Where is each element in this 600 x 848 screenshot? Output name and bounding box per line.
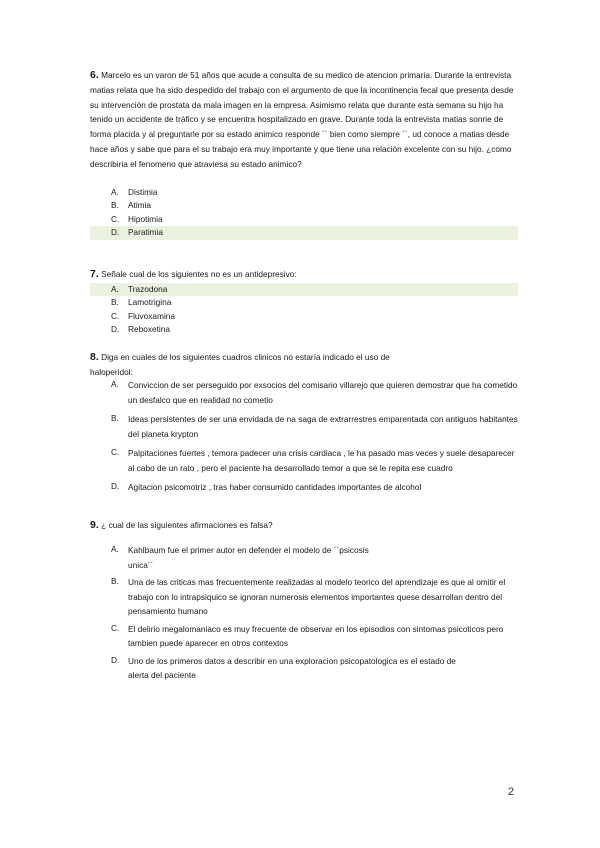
option-text: Lamotrigina: [128, 297, 172, 308]
option-text: Ideas persistentes de ser una envidada de na saga de extrarrestres emparentada con antiguos habitantes del planeta krypton: [128, 414, 518, 439]
option-letter: B.: [111, 200, 119, 211]
option-letter: B.: [111, 413, 119, 423]
option-letter: D.: [111, 654, 120, 665]
question-body: Señale cual de los siguientes no es un antidepresivo:: [101, 269, 297, 279]
option-letter: D.: [111, 324, 120, 335]
question-9: [90, 518, 518, 533]
question-7: [90, 267, 518, 337]
option-text: Agitacion psicomotriz , tras haber consumido cantidades importantes de alcohol: [128, 482, 422, 492]
option-letter: A.: [111, 283, 119, 294]
question-number: 9.: [90, 519, 99, 531]
question-8-options: [90, 378, 518, 495]
option-text: Una de las criticas mas frecuentemente realizadas al modelo teorico del aprendizaje es que al omitir el trabajo con lo intrapsiquico se ignoran numerosis elementos importantes quese desarrollan dentro del pensamiento humano: [128, 577, 506, 616]
question-7-text: [90, 267, 518, 282]
option-letter: D.: [111, 481, 120, 491]
question-9-options: [90, 543, 518, 683]
option-letter: B.: [111, 576, 119, 586]
option-text: Trazodona: [128, 283, 168, 294]
option-text: Distimia: [128, 186, 158, 197]
option-text: Reboxetina: [128, 324, 170, 335]
option-letter: A.: [111, 544, 119, 554]
page-number: 2: [507, 786, 514, 798]
option-d[interactable]: [90, 480, 518, 495]
option-text: Fluvoxamina: [128, 310, 176, 321]
question-8: [90, 350, 420, 380]
option-b[interactable]: [90, 199, 518, 213]
option-letter: C.: [111, 447, 120, 457]
question-9-text: [90, 518, 518, 533]
option-text: Paratimia: [128, 227, 164, 238]
option-a[interactable]: [90, 186, 518, 200]
question-body: Diga en cuales de los siguientes cuadros clinicos no estaría indicado el uso de haloperidol:: [90, 352, 390, 377]
question-number: 7.: [90, 268, 99, 280]
option-c[interactable]: [90, 213, 518, 227]
options-list: [90, 283, 518, 337]
option-c[interactable]: [90, 446, 518, 475]
option-text: Conviccion de ser perseguido por exsocios del comisario villarejo que quieren demostrar que ha cometido un desfalco que en realidad no cometio: [128, 380, 518, 405]
option-text: Kahlbaum fue el primer autor en defender el modelo de ´´psicosis unica´´: [128, 545, 369, 570]
question-number: 8.: [90, 351, 99, 363]
option-letter: C.: [111, 213, 120, 224]
question-body: ¿ cual de las siguientes afirmaciones es falsa?: [101, 520, 273, 530]
option-letter: B.: [111, 297, 119, 308]
option-text: Uno de los primeros datos a describir en una exploracion psicopatologica es el estado de alerta del paciente: [128, 655, 456, 680]
option-b[interactable]: [90, 412, 518, 441]
option-c[interactable]: [90, 310, 518, 324]
option-d-highlighted[interactable]: [90, 226, 518, 240]
question-6: [90, 68, 518, 240]
option-text: Atimia: [128, 200, 152, 211]
option-b[interactable]: [90, 296, 518, 310]
question-6-text: [90, 68, 518, 172]
option-letter: A.: [111, 379, 119, 389]
option-a[interactable]: [90, 378, 518, 407]
question-number: 6.: [90, 69, 99, 81]
question-8-text: [90, 350, 420, 380]
option-d[interactable]: [90, 323, 518, 337]
option-c[interactable]: [90, 622, 518, 651]
option-letter: C.: [111, 622, 120, 633]
option-text: El delirio megalomaniaco es muy frecuente de observar en los episodios con sintomas psicoticos pero tambien puede aparecer en otros contextos: [128, 623, 504, 648]
option-b[interactable]: [90, 575, 518, 619]
option-text: Palpitaciones fuertes , temora padecer una crisis cardiaca , le ha pasado mas veces y suele desaparecer al cabo de un rato , pero el paciente ha desarrollado temor a que se le repita ese cuadro: [128, 448, 515, 473]
question-body: Marcelo es un varon de 51 años que acude a consulta de su medico de atencion primaria. Durante la entrevista matias relata que ha sido despedido del trabajo con el argumento de que la incontinencia fecal que presenta desde su intervención de prostata da mala imagen en la empresa. Asimismo relata que durante esta semana su hijo ha tenido un accidente de tráfico y se encuentra hospitalizado en grave. Durante toda la entrevista matias sonrie de forma placida y al preguntarle por su estado animico responde ´´ bien como siempre ´´, ud conoce a matias desde hace años y sabe que para el su trabajo era muy importante y que tiene una relación excelente con su hijo. ¿como describiria el fenomeno que atraviesa su estado animico?: [90, 70, 514, 169]
option-d[interactable]: [90, 654, 470, 683]
option-a[interactable]: [90, 543, 390, 572]
options-list: [90, 378, 518, 495]
options-list: [90, 543, 518, 683]
option-text: Hipotimia: [128, 213, 163, 224]
option-letter: C.: [111, 310, 120, 321]
option-letter: D.: [111, 227, 120, 238]
options-list: [90, 186, 518, 240]
option-a-highlighted[interactable]: [90, 283, 518, 297]
option-letter: A.: [111, 186, 119, 197]
